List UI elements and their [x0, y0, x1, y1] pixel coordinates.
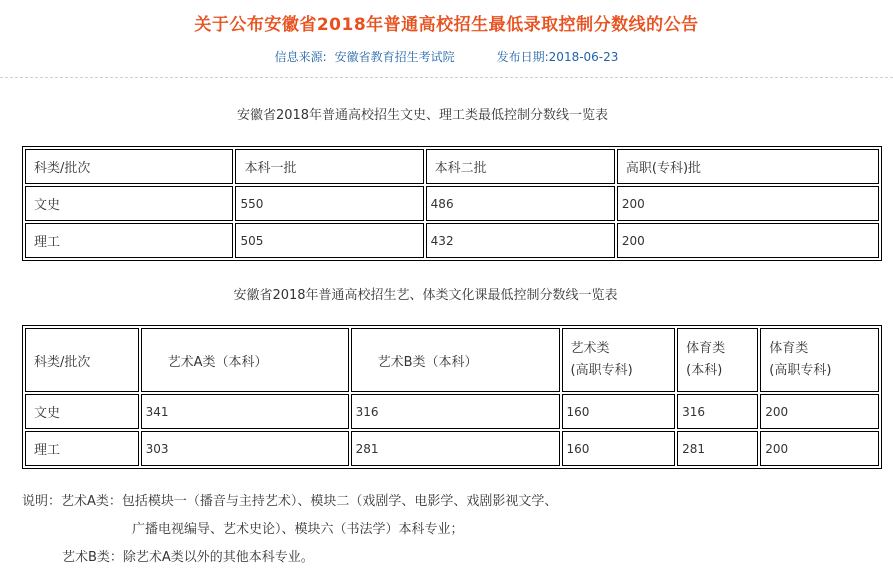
header-line: 艺术类	[570, 341, 610, 356]
header-line: 体育类	[769, 341, 809, 356]
table2-caption: 安徽省2018年普通高校招生艺、体类文化课最低控制分数线一览表	[233, 288, 618, 303]
score-cell: 200	[617, 186, 879, 221]
header-cell: 本科一批	[235, 149, 423, 184]
category-cell: 文史	[25, 394, 139, 429]
score-cell: 160	[562, 431, 676, 466]
score-cell: 303	[141, 431, 349, 466]
header-cell	[760, 328, 879, 392]
header-cell: 科类/批次	[25, 149, 233, 184]
header-cell	[562, 328, 676, 392]
meta-divider	[0, 77, 893, 78]
category-cell: 文史	[25, 186, 233, 221]
score-cell: 341	[141, 394, 349, 429]
note-line: 说明：艺术A类：包括模块一（播音与主持艺术）、模块二（戏剧学、电影学、戏剧影视文学、	[22, 494, 558, 509]
category-cell: 理工	[25, 223, 233, 258]
header-line: (本科)	[686, 363, 723, 378]
source-label: 信息来源:	[274, 50, 327, 64]
page-title: 关于公布安徽省2018年普通高校招生最低录取控制分数线的公告	[194, 15, 699, 35]
score-cell: 550	[235, 186, 423, 221]
note-line: 广播电视编导、艺术史论）、模块六（书法学）本科专业；	[132, 522, 464, 537]
date-label: 发布日期:	[496, 50, 549, 64]
table-row	[25, 431, 879, 466]
table-row	[25, 186, 879, 221]
score-table-art-sports	[22, 325, 882, 469]
score-cell: 200	[760, 431, 879, 466]
score-cell: 432	[426, 223, 615, 258]
score-cell: 281	[351, 431, 560, 466]
header-line: 体育类	[686, 341, 726, 356]
table-row	[25, 394, 879, 429]
header-line: (高职专科)	[570, 363, 633, 378]
score-cell: 281	[677, 431, 758, 466]
score-cell: 316	[677, 394, 758, 429]
article-meta	[0, 48, 893, 65]
note-line: 艺术B类：除艺术A类以外的其他本科专业。	[62, 550, 314, 565]
header-cell: 科类/批次	[25, 328, 139, 392]
date-value: 2018-06-23	[548, 50, 619, 64]
header-cell: 艺术A类（本科）	[141, 328, 349, 392]
source-value: 安徽省教育招生考试院	[334, 50, 455, 64]
table1-caption: 安徽省2018年普通高校招生文史、理工类最低控制分数线一览表	[236, 108, 609, 123]
score-cell: 160	[562, 394, 676, 429]
header-cell: 艺术B类（本科）	[351, 328, 560, 392]
score-cell: 200	[760, 394, 879, 429]
category-cell: 理工	[25, 431, 139, 466]
header-cell: 高职(专科)批	[617, 149, 879, 184]
score-cell: 316	[351, 394, 560, 429]
header-line: (高职专科)	[769, 363, 832, 378]
score-cell: 505	[235, 223, 423, 258]
score-cell: 486	[426, 186, 615, 221]
table-header-row	[25, 149, 879, 184]
score-table-general	[22, 146, 882, 261]
table-header-row	[25, 328, 879, 392]
table-row	[25, 223, 879, 258]
score-cell: 200	[617, 223, 879, 258]
header-cell: 本科二批	[426, 149, 615, 184]
header-cell	[677, 328, 758, 392]
notes-block	[22, 488, 557, 572]
